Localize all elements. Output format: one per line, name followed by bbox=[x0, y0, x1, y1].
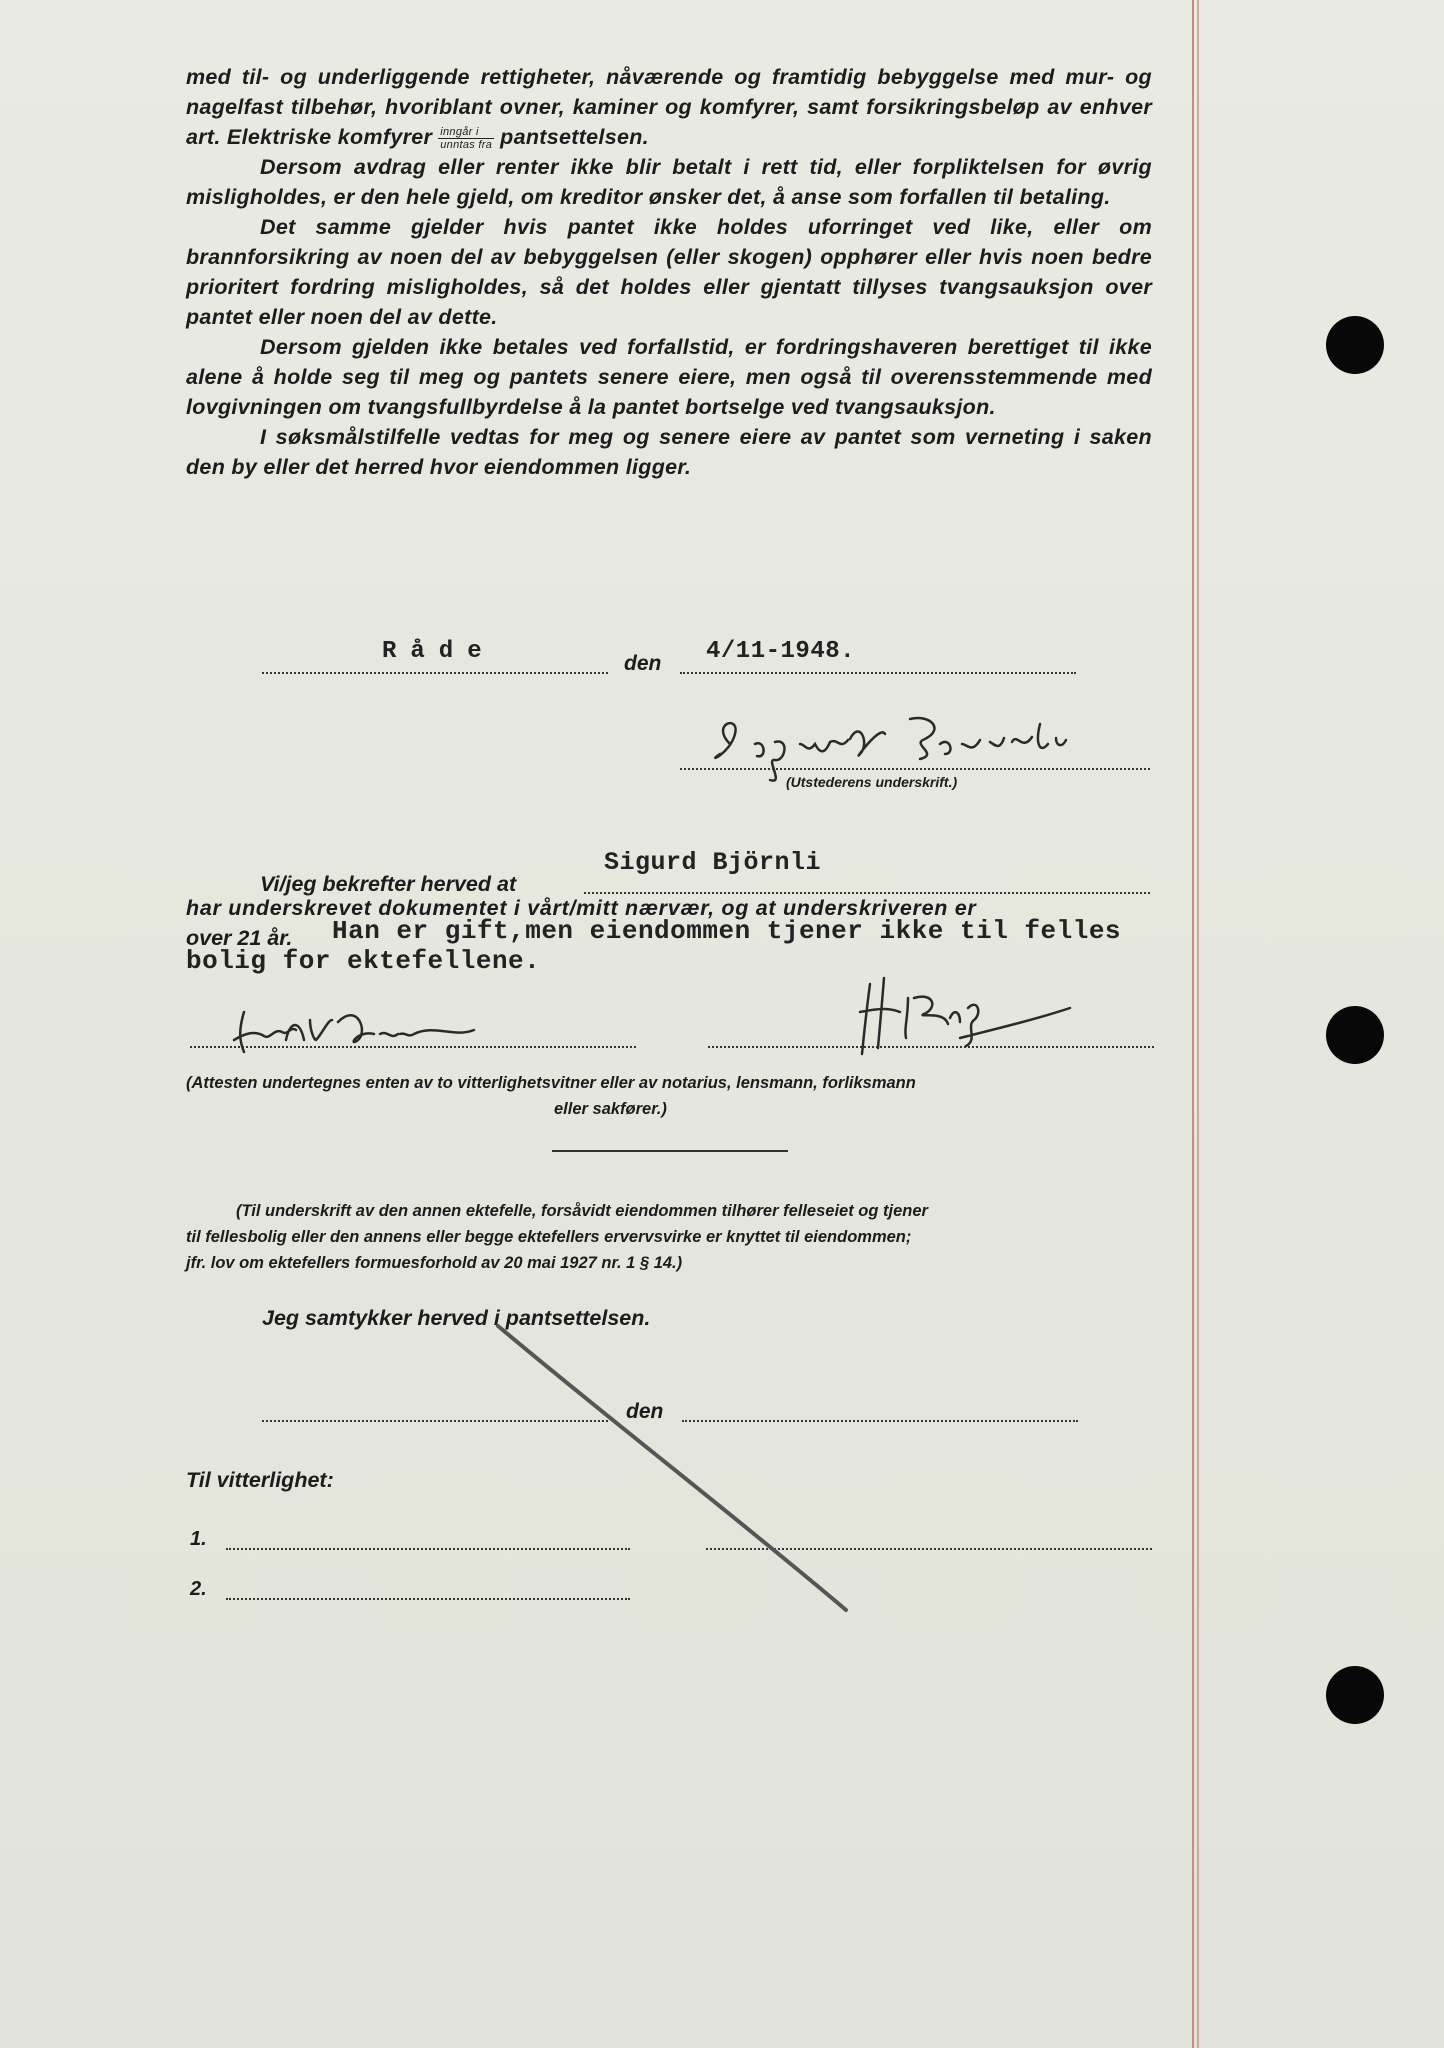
attest-note-2: eller sakfører.) bbox=[554, 1100, 667, 1118]
confirm-label: Vi/jeg bekrefter herved at bbox=[260, 872, 517, 896]
consent-den-label: den bbox=[626, 1400, 664, 1423]
confirm-name: Sigurd Björnli bbox=[604, 848, 822, 877]
confirm-line-2: har underskrevet dokumentet i vårt/mitt nærvær, og at underskriveren er bbox=[186, 896, 977, 920]
paragraph-4: Dersom gjelden ikke betales ved forfallstid, er fordringshaveren berettiget til ikke alene å holde seg til meg og pantets senere eiere, men også til overensstemmende med lovgivningen om tvangsfullbyrdelse å la pantet bortselge ved tvangsauksjon. bbox=[186, 335, 1152, 419]
spouse-note-1: (Til underskrift av den annen ektefelle, forsåvidt eiendommen tilhører felleseiet og tjener bbox=[236, 1202, 928, 1220]
margin-line-left bbox=[1192, 0, 1194, 2048]
spouse-note-3: jfr. lov om ektefellers formuesforhold av 20 mai 1927 nr. 1 § 14.) bbox=[186, 1254, 683, 1272]
cancellation-stroke bbox=[490, 1320, 860, 1620]
punch-hole-bottom bbox=[1326, 1666, 1384, 1724]
witness-label: Til vitterlighet: bbox=[186, 1468, 334, 1492]
paragraph-2: Dersom avdrag eller renter ikke blir betalt i rett tid, eller forpliktelsen for øvrig misligholdes, er den hele gjeld, om kreditor ønsker det, å anse som forfallen til betaling. bbox=[186, 155, 1152, 209]
svg-text:Sigurd Bjørnli: Sigurd Bjørnli bbox=[700, 701, 797, 718]
date-value: 4/11-1948. bbox=[706, 638, 856, 665]
paragraph-5: I søksmålstilfelle vedtas for meg og senere eiere av pantet som verneting i saken den by eller det herred hvor eiendommen ligger. bbox=[186, 425, 1152, 479]
punch-hole-top bbox=[1326, 316, 1384, 374]
punch-hole-middle bbox=[1326, 1006, 1384, 1064]
witness-signature-right bbox=[850, 968, 1090, 1058]
typed-note-1: Han er gift,men eiendommen tjener ikke til felles bbox=[332, 916, 1122, 946]
spouse-note-2: til fellesbolig eller den annens eller begge ektefellers ervervsvirke er knyttet til eiendommen; bbox=[186, 1228, 912, 1246]
divider bbox=[552, 1150, 788, 1152]
attest-note-1: (Attesten undertegnes enten av to vitterlighetsvitner eller av notarius, lensmann, forliksmann bbox=[186, 1074, 916, 1092]
typed-note-2: bolig for ektefellene. bbox=[186, 946, 541, 976]
issuer-signature bbox=[700, 701, 1140, 774]
confirm-line-3: over 21 år. bbox=[186, 926, 293, 950]
issuer-caption: (Utstederens underskrift.) bbox=[786, 774, 958, 790]
date-dotted-line bbox=[680, 672, 1076, 674]
paragraph-1: med til- og underliggende rettigheter, nåværende og framtidig bebyggelse med mur- og nagelfast tilbehør, hvoriblant ovner, kaminer og komfyrer, samt forsikringsbeløp av enhver art. Elektriske komfyrer $\frac{\text{inngår i}}{\text{unntas fra}}$ pantsettelsen. bbox=[186, 65, 1152, 151]
witness-1-label: 1. bbox=[190, 1528, 207, 1550]
place-dotted-line bbox=[262, 672, 608, 674]
paragraph-3: Det samme gjelder hvis pantet ikke holdes uforringet ved like, eller om brannforsikring av noen del av bebyggelsen (eller skogen) opphører eller hvis noen bedre prioritert fordring misligholdes, så det holdes eller gjentatt tillyses tvangsauksjon over pantet eller noen del av dette. bbox=[186, 215, 1152, 329]
confirm-dotted-line bbox=[584, 892, 1150, 894]
place-value: Råde bbox=[382, 638, 496, 665]
witness-signature-left bbox=[220, 1000, 560, 1060]
fraction: $\frac{\text{inngår i}}{\text{unntas fra}}$ bbox=[440, 125, 493, 151]
den-label: den bbox=[624, 652, 662, 675]
consent-text: Jeg samtykker herved i pantsettelsen. bbox=[262, 1306, 651, 1330]
body-text bbox=[186, 62, 1152, 482]
margin-line-right bbox=[1197, 0, 1199, 2048]
witness-2-label: 2. bbox=[190, 1578, 207, 1600]
